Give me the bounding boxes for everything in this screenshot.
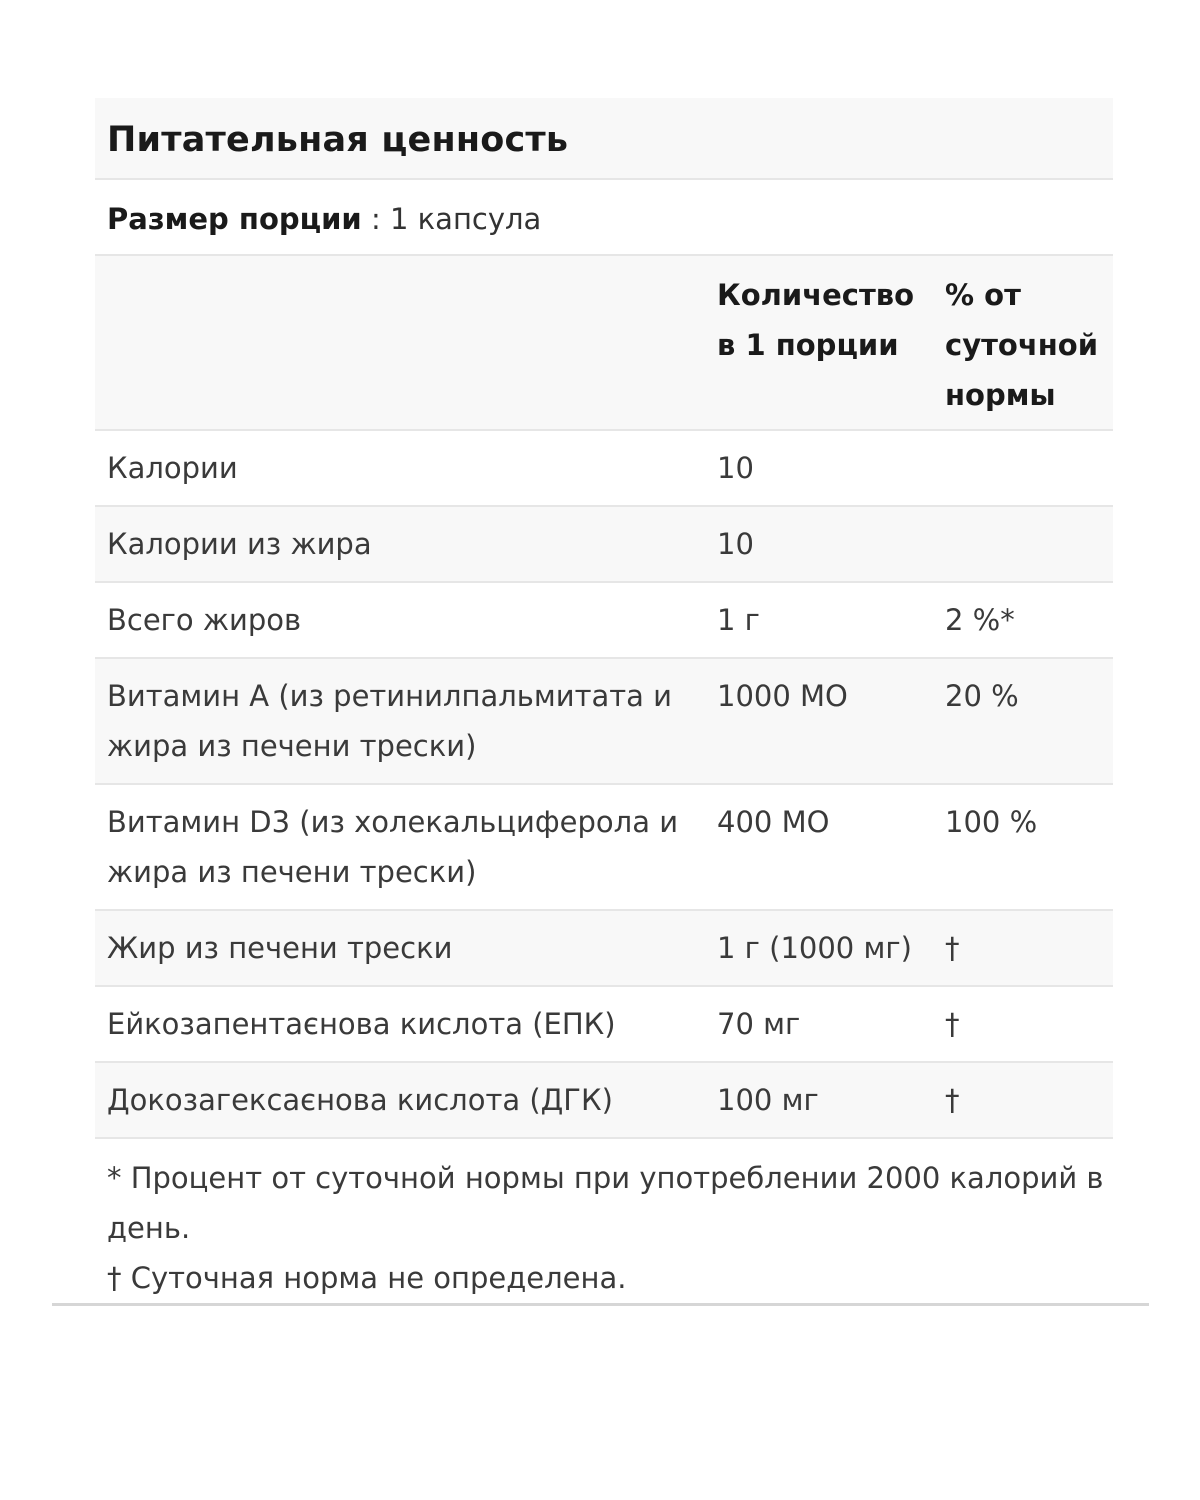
nutrition-table (95, 256, 1113, 1139)
nutrient-name: Калории (95, 430, 705, 506)
nutrient-daily-value: † (932, 986, 1113, 1062)
table-row (95, 582, 1113, 658)
nutrient-amount: 70 мг (705, 986, 932, 1062)
nutrient-daily-value: 100 % (932, 784, 1113, 910)
nutrient-name: Калории из жира (95, 506, 705, 582)
table-row (95, 506, 1113, 582)
table-row (95, 1062, 1113, 1138)
nutrient-amount: 400 МО (705, 784, 932, 910)
nutrient-daily-value: 2 %* (932, 582, 1113, 658)
nutrient-daily-value: † (932, 1062, 1113, 1138)
nutrient-daily-value: 20 % (932, 658, 1113, 784)
table-header-row (95, 256, 1113, 430)
serving-size (95, 180, 1113, 256)
nutrient-amount: 100 мг (705, 1062, 932, 1138)
nutrition-facts-panel (95, 98, 1113, 1303)
serving-size-label: Размер порции (107, 202, 362, 236)
nutrient-amount: 1000 МО (705, 658, 932, 784)
nutrient-name: Ейкозапентаєнова кислота (ЕПК) (95, 986, 705, 1062)
table-row (95, 430, 1113, 506)
nutrient-amount: 1 г (1000 мг) (705, 910, 932, 986)
table-row (95, 910, 1113, 986)
nutrient-amount: 1 г (705, 582, 932, 658)
nutrient-amount: 10 (705, 430, 932, 506)
nutrient-name: Жир из печени трески (95, 910, 705, 986)
bottom-divider (52, 1303, 1149, 1306)
nutrient-daily-value: † (932, 910, 1113, 986)
footnotes (95, 1139, 1113, 1303)
header-daily-value: % от суточной нормы (932, 256, 1113, 430)
nutrient-daily-value (932, 506, 1113, 582)
serving-size-value: 1 капсула (389, 202, 542, 236)
nutrient-name: Всего жиров (95, 582, 705, 658)
header-nutrient (95, 256, 705, 430)
nutrient-name: Докозагексаєнова кислота (ДГК) (95, 1062, 705, 1138)
nutrient-amount: 10 (705, 506, 932, 582)
footnote-percent-daily-value: * Процент от суточной нормы при употреблении 2000 калорий в день. (107, 1161, 1104, 1245)
nutrient-name: Витамин А (из ретинилпальмитата и жира из печени трески) (95, 658, 705, 784)
table-row (95, 784, 1113, 910)
header-amount-per-serving: Количество в 1 порции (705, 256, 932, 430)
serving-size-separator: : (361, 202, 390, 236)
nutrient-name: Витамин D3 (из холекальциферола и жира из печени трески) (95, 784, 705, 910)
panel-title: Питательная ценность (95, 98, 1113, 180)
footnote-daily-value-not-established: † Суточная норма не определена. (107, 1261, 627, 1295)
nutrient-daily-value (932, 430, 1113, 506)
table-row (95, 986, 1113, 1062)
table-row (95, 658, 1113, 784)
